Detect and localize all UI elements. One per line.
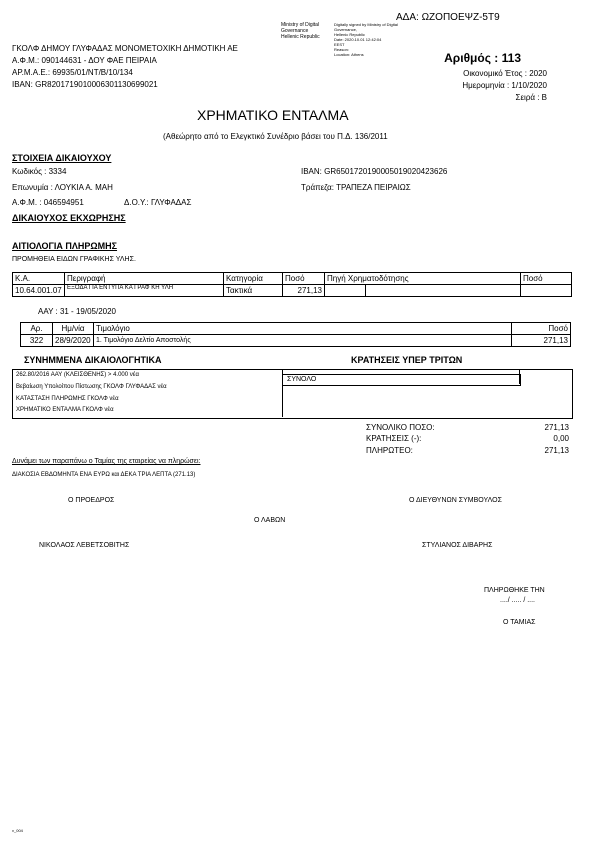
aay-line: ΑΑΥ : 31 - 19/05/2020 [38, 307, 116, 316]
budget-table [12, 272, 572, 297]
attachment-item: ΧΡΗΜΑΤΙΚΟ ΕΝΤΑΛΜΑ ΓΚΟΛΦ νέα [16, 407, 114, 413]
cell-ka: 10.64.001.07 [13, 285, 65, 297]
header-funding-amount: Ποσό [521, 273, 572, 285]
deductions-label: ΚΡΑΤΗΣΕΙΣ (-): [366, 434, 422, 443]
total-label: ΣΥΝΟΛΙΚΟ ΠΟΣΟ: [366, 423, 435, 432]
signature-stamp-left [281, 22, 320, 40]
stamp-line: Ministry of Digital [281, 22, 320, 28]
assignee-heading: ΔΙΚΑΙΟΥΧΟΣ ΕΚΧΩΡΗΣΗΣ [12, 213, 126, 223]
stamp-line: Location: Athens [334, 52, 364, 57]
deductions-value: 0,00 [553, 434, 569, 443]
cell-category: Τακτικά [224, 285, 283, 297]
beneficiary-iban: IBAN: GR6501720190005019020423626 [301, 167, 448, 176]
president-name: ΝΙΚΟΛΑΟΣ ΛΕΒΕΤΣΟΒΙΤΗΣ [39, 542, 130, 549]
stamp-line: Digitally signed by Ministry of Digital [334, 22, 398, 27]
ceo-name: ΣΤΥΛΙΑΝΟΣ ΔΙΒΑΡΗΣ [422, 542, 493, 549]
header-invoice-number: Αρ. [21, 323, 53, 335]
cell-funding-amount [521, 285, 572, 297]
stamp-line: Governance [281, 28, 309, 34]
beneficiary-code: Κωδικός : 3334 [12, 167, 67, 176]
deductions-col-divider [519, 369, 520, 384]
deductions-total-label: ΣΥΝΟΛΟ [287, 376, 317, 383]
table-row [21, 335, 571, 347]
footer-code: v_004 [12, 828, 23, 833]
attachment-item: ΚΑΤΑΣΤΑΣΗ ΠΛΗΡΩΜΗΣ ΓΚΟΛΦ νέα [16, 396, 119, 402]
header-invoice: Τιμολόγιο [94, 323, 512, 335]
beneficiary-bank: Τράπεζα: ΤΡΑΠΕΖΑ ΠΕΙΡΑΙΩΣ [301, 183, 411, 192]
attachment-item: 262.80/2016 ΑΑΥ (ΚΛΕΙΣΘΕΝΗΣ) > 4.000 νέα [16, 372, 139, 378]
stamp-line: Date: 2020.10.01 12:42:04 [334, 37, 382, 42]
issuer-armae: ΑΡ.Μ.Α.Ε.: 69935/01/ΝΤ/Β/10/134 [12, 68, 133, 77]
cell-invoice-date: 28/9/2020 [53, 335, 94, 347]
beneficiary-doy: Δ.Ο.Υ.: ΓΛΥΦΑΔΑΣ [124, 198, 192, 207]
cell-invoice-number: 322 [21, 335, 53, 347]
total-value: 271,13 [544, 423, 569, 432]
cashier-title: Ο ΤΑΜΙΑΣ [503, 619, 536, 626]
ada-code: ΑΔΑ: ΩΖΟΠΟΕΨΖ-5Τ9 [396, 12, 500, 23]
stamp-line: Hellenic Republic [334, 32, 365, 37]
document-number: Αριθμός : 113 [444, 51, 521, 65]
stamp-line: Reason: [334, 47, 349, 52]
attachment-item: Βεβαίωση Υπολοίπου Πίστωσης ΓΚΟΛΦ ΓΛΥΦΑΔΑΣ νέα [16, 384, 167, 390]
deductions-heading: ΚΡΑΤΗΣΕΙΣ ΥΠΕΡ ΤΡΙΤΩΝ [351, 355, 463, 365]
beneficiary-heading: ΣΤΟΙΧΕΙΑ ΔΙΚΑΙΟΥΧΟΥ [12, 153, 112, 163]
paid-date: ..../ ..... / .... [500, 597, 536, 604]
issuer-iban: IBAN: GR8201719010006301130699021 [12, 80, 158, 89]
signature-stamp-right [334, 22, 398, 57]
cell-amount: 271,13 [283, 285, 325, 297]
beneficiary-name: Επωνυμία : ΛΟΥΚΙΑ Α. ΜΑΗ [12, 183, 113, 192]
issuer-afm: Α.Φ.Μ.: 090144631 - ΔΟΥ ΦΑΕ ΠΕΙΡΑΙΑ [12, 56, 157, 65]
paid-label: ΠΛΗΡΩΘΗΚΕ ΤΗΝ [484, 587, 545, 594]
issuer-name: ΓΚΟΛΦ ΔΗΜΟΥ ΓΛΥΦΑΔΑΣ ΜΟΝΟΜΕΤΟΧΙΚΗ ΔΗΜΟΤΙΚΗ ΑΕ [12, 44, 238, 53]
stamp-line: Hellenic Republic [281, 34, 320, 40]
cell-description: ΕΞΟΔΑ ΓΙΑ ΕΝΤΥΠΑ ΚΑ ΓΡΑΦ ΚΗ ΥΛΗ [65, 285, 224, 297]
payable-value: 271,13 [544, 446, 569, 455]
cell-funding-b [366, 285, 521, 297]
header-amount: Ποσό [283, 273, 325, 285]
invoice-table [20, 322, 571, 347]
table-header-row [21, 323, 571, 335]
table-row [13, 285, 572, 297]
stamp-line: EEST [334, 42, 345, 47]
header-ka: Κ.Α. [13, 273, 65, 285]
amount-in-words: ΔΙΑΚΟΣΙΑ ΕΒΔΟΜΗΝΤΑ ΕΝΑ ΕΥΡΩ και ΔΕΚΑ ΤΡΙΑ ΛΕΠΤΑ (271.13) [12, 472, 196, 478]
beneficiary-afm: Α.Φ.Μ. : 046594951 [12, 198, 84, 207]
header-funding-source: Πηγή Χρηματοδότησης [325, 273, 521, 285]
page-title: ΧΡΗΜΑΤΙΚΟ ΕΝΤΑΛΜΑ [197, 107, 349, 123]
deductions-total-box [282, 374, 521, 386]
header-category: Κατηγορία [224, 273, 283, 285]
payment-heading: ΑΙΤΙΟΛΟΓΙΑ ΠΛΗΡΩΜΗΣ [12, 241, 118, 251]
president-title: Ο ΠΡΟΕΔΡΟΣ [68, 497, 115, 504]
table-header-row [13, 273, 572, 285]
fiscal-year: Οικονομικό Έτος : 2020 [463, 69, 547, 78]
cell-invoice: 1. Τιμολόγιο Δελτίο Αποστολής [94, 335, 512, 347]
stamp-line: Governance, [334, 27, 357, 32]
attachments-heading: ΣΥΝΗΜΜΕΝΑ ΔΙΚΑΙΟΛΟΓΗΤΙΚΑ [24, 355, 162, 365]
page-subtitle: (Αθεώρητο από το Ελεγκτικό Συνέδριο βάσει του Π.Δ. 136/2011 [163, 132, 388, 141]
document-date: Ημερομηνία : 1/10/2020 [462, 81, 547, 90]
header-invoice-amount: Ποσό [512, 323, 571, 335]
payable-label: ΠΛΗΡΩΤΕΟ: [366, 446, 413, 455]
document-series: Σειρά : Β [515, 93, 547, 102]
payment-instruction: Δυνάμει των παραπάνω ο Ταμίας της εταιρείας να πληρώσει: [12, 458, 201, 465]
header-invoice-date: Ημ/νία [53, 323, 94, 335]
header-description: Περιγραφή [65, 273, 224, 285]
receiver-title: Ο ΛΑΒΩΝ [254, 517, 286, 524]
ceo-title: Ο ΔΙΕΥΘΥΝΩΝ ΣΥΜΒΟΥΛΟΣ [409, 497, 502, 504]
payment-reason: ΠΡΟΜΗΘΕΙΑ ΕΙΔΩΝ ΓΡΑΦΙΚΗΣ ΥΛΗΣ. [12, 256, 136, 263]
cell-funding-a [325, 285, 366, 297]
cell-invoice-amount: 271,13 [512, 335, 571, 347]
